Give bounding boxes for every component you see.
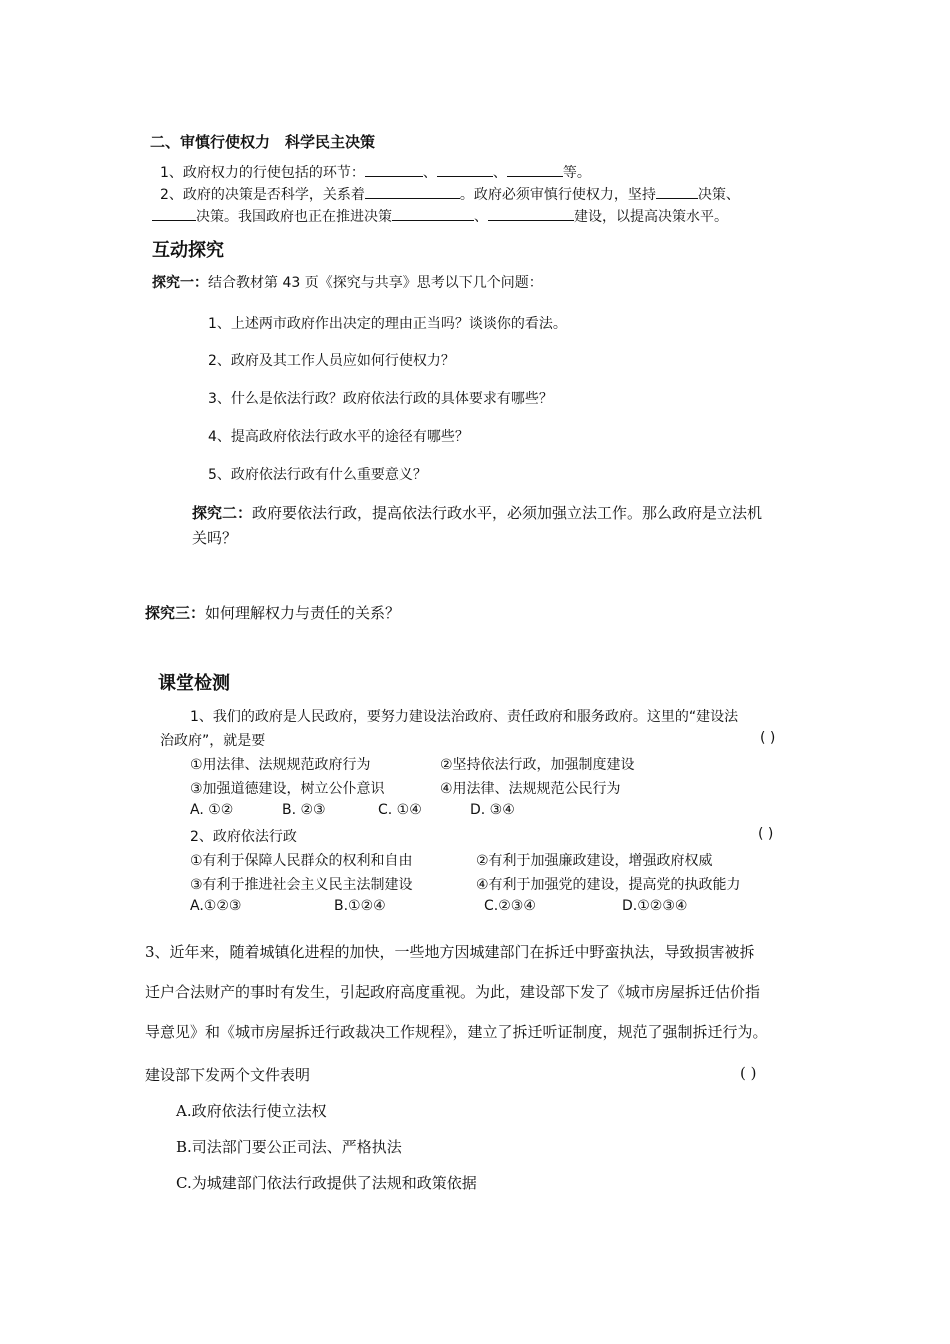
answer-paren[interactable]: ( ) (760, 730, 776, 746)
test-q2-choice[interactable]: C.②③④ (484, 898, 536, 914)
test-q3-option[interactable]: A.政府依法行使立法权 (176, 1102, 327, 1120)
explore-one-label: 探究一： (152, 275, 208, 291)
explore-one-text: 结合教材第 43 页《探究与共享》思考以下几个问题： (208, 275, 543, 291)
question-2-line-1 (160, 184, 740, 204)
explore-question: 2、政府及其工作人员应如何行使权力？ (208, 353, 455, 369)
answer-paren[interactable]: ( ) (758, 826, 774, 842)
q1-sep1: 、 (422, 165, 437, 181)
test-q3-option[interactable]: B.司法部门要公正司法、严格执法 (176, 1138, 402, 1156)
q1-sep2: 、 (492, 165, 507, 181)
test-q3-line-1: 3、近年来，随着城镇化进程的加快，一些地方因城建部门在拆迁中野蛮执法，导致损害被拆 (145, 943, 755, 961)
section-title: 二、审慎行使权力 科学民主决策 (150, 133, 376, 151)
test-q1-choice[interactable]: A. ①② (190, 802, 234, 818)
test-q1-line-1: 1、我们的政府是人民政府，要努力建设法治政府、责任政府和服务政府。这里的“建设法 (190, 709, 739, 725)
test-q3-line-3: 导意见》和《城市房屋拆迁行政裁决工作规程》，建立了拆迁听证制度，规范了强制拆迁行为。 (145, 1023, 768, 1041)
explore-three-label: 探究三： (145, 604, 206, 622)
test-q1-choice[interactable]: D. ③④ (470, 802, 515, 818)
fill-blank-6[interactable] (152, 206, 196, 221)
explore-two-line-2: 关吗？ (192, 529, 238, 547)
explore-question: 4、提高政府依法行政水平的途径有哪些？ (208, 429, 469, 445)
test-title: 课堂检测 (158, 673, 230, 694)
test-q3-line-4: 建设部下发两个文件表明 (145, 1066, 311, 1084)
fill-blank-4[interactable] (365, 184, 460, 199)
fill-blank-1[interactable] (365, 162, 423, 177)
fill-blank-8[interactable] (488, 206, 574, 221)
test-q3-line-2: 迁户合法财产的事时有发生，引起政府高度重视。为此，建设部下发了《城市房屋拆迁估价指 (145, 983, 761, 1001)
test-q2-option: ①有利于保障人民群众的权利和自由 (190, 853, 413, 869)
explore-title: 互动探究 (152, 240, 224, 261)
q1-prefix: 1、政府权力的行使包括的环节： (160, 165, 365, 181)
explore-two-text: 政府要依法行政，提高依法行政水平，必须加强立法工作。那么政府是立法机 (252, 504, 763, 522)
fill-blank-5[interactable] (656, 184, 698, 199)
test-q1-option: ①用法律、法规规范政府行为 (190, 757, 371, 773)
test-q2-option: ③有利于推进社会主义民主法制建设 (190, 877, 413, 893)
test-q2-choice[interactable]: A.①②③ (190, 898, 242, 914)
fill-blank-2[interactable] (437, 162, 493, 177)
test-q2-option: ④有利于加强党的建设，提高党的执政能力 (476, 877, 741, 893)
explore-question: 3、什么是依法行政？政府依法行政的具体要求有哪些？ (208, 391, 553, 407)
explore-one (152, 272, 543, 292)
test-q1-choice[interactable]: C. ①④ (378, 802, 422, 818)
explore-three-text: 如何理解权力与责任的关系？ (205, 604, 401, 622)
fill-blank-3[interactable] (507, 162, 563, 177)
q2-text-e: 、 (474, 209, 488, 225)
question-1-line (160, 162, 591, 182)
q2-text-a: 2、政府的决策是否科学，关系着 (160, 187, 365, 203)
q2-text-f: 建设，以提高决策水平。 (574, 209, 728, 225)
q2-text-c: 决策、 (697, 187, 740, 203)
test-q1-option: ④用法律、法规规范公民行为 (440, 781, 621, 797)
test-q2-line-1: 2、政府依法行政 (190, 829, 297, 845)
explore-three (145, 602, 400, 623)
test-q2-choice[interactable]: D.①②③④ (622, 898, 688, 914)
test-q2-option: ②有利于加强廉政建设，增强政府权威 (476, 853, 713, 869)
test-q1-choice[interactable]: B. ②③ (282, 802, 326, 818)
test-q2-choice[interactable]: B.①②④ (334, 898, 386, 914)
q1-suffix: 等。 (562, 165, 591, 181)
question-2-line-2 (152, 206, 728, 226)
explore-two-line-1 (192, 502, 762, 523)
test-q1-option: ②坚持依法行政，加强制度建设 (440, 757, 635, 773)
explore-question: 1、上述两市政府作出决定的理由正当吗？谈谈你的看法。 (208, 316, 567, 332)
fill-blank-7[interactable] (392, 206, 474, 221)
explore-two-label: 探究二： (192, 504, 253, 522)
explore-question: 5、政府依法行政有什么重要意义？ (208, 467, 427, 483)
q2-text-d: 决策。我国政府也正在推进决策 (196, 209, 392, 225)
answer-paren[interactable]: ( ) (740, 1064, 757, 1082)
test-q1-option: ③加强道德建设，树立公仆意识 (190, 781, 385, 797)
test-q1-line-2: 治政府”，就是要 (160, 733, 266, 749)
test-q3-option[interactable]: C.为城建部门依法行政提供了法规和政策依据 (176, 1174, 477, 1192)
q2-text-b: 。政府必须审慎行使权力，坚持 (459, 187, 656, 203)
